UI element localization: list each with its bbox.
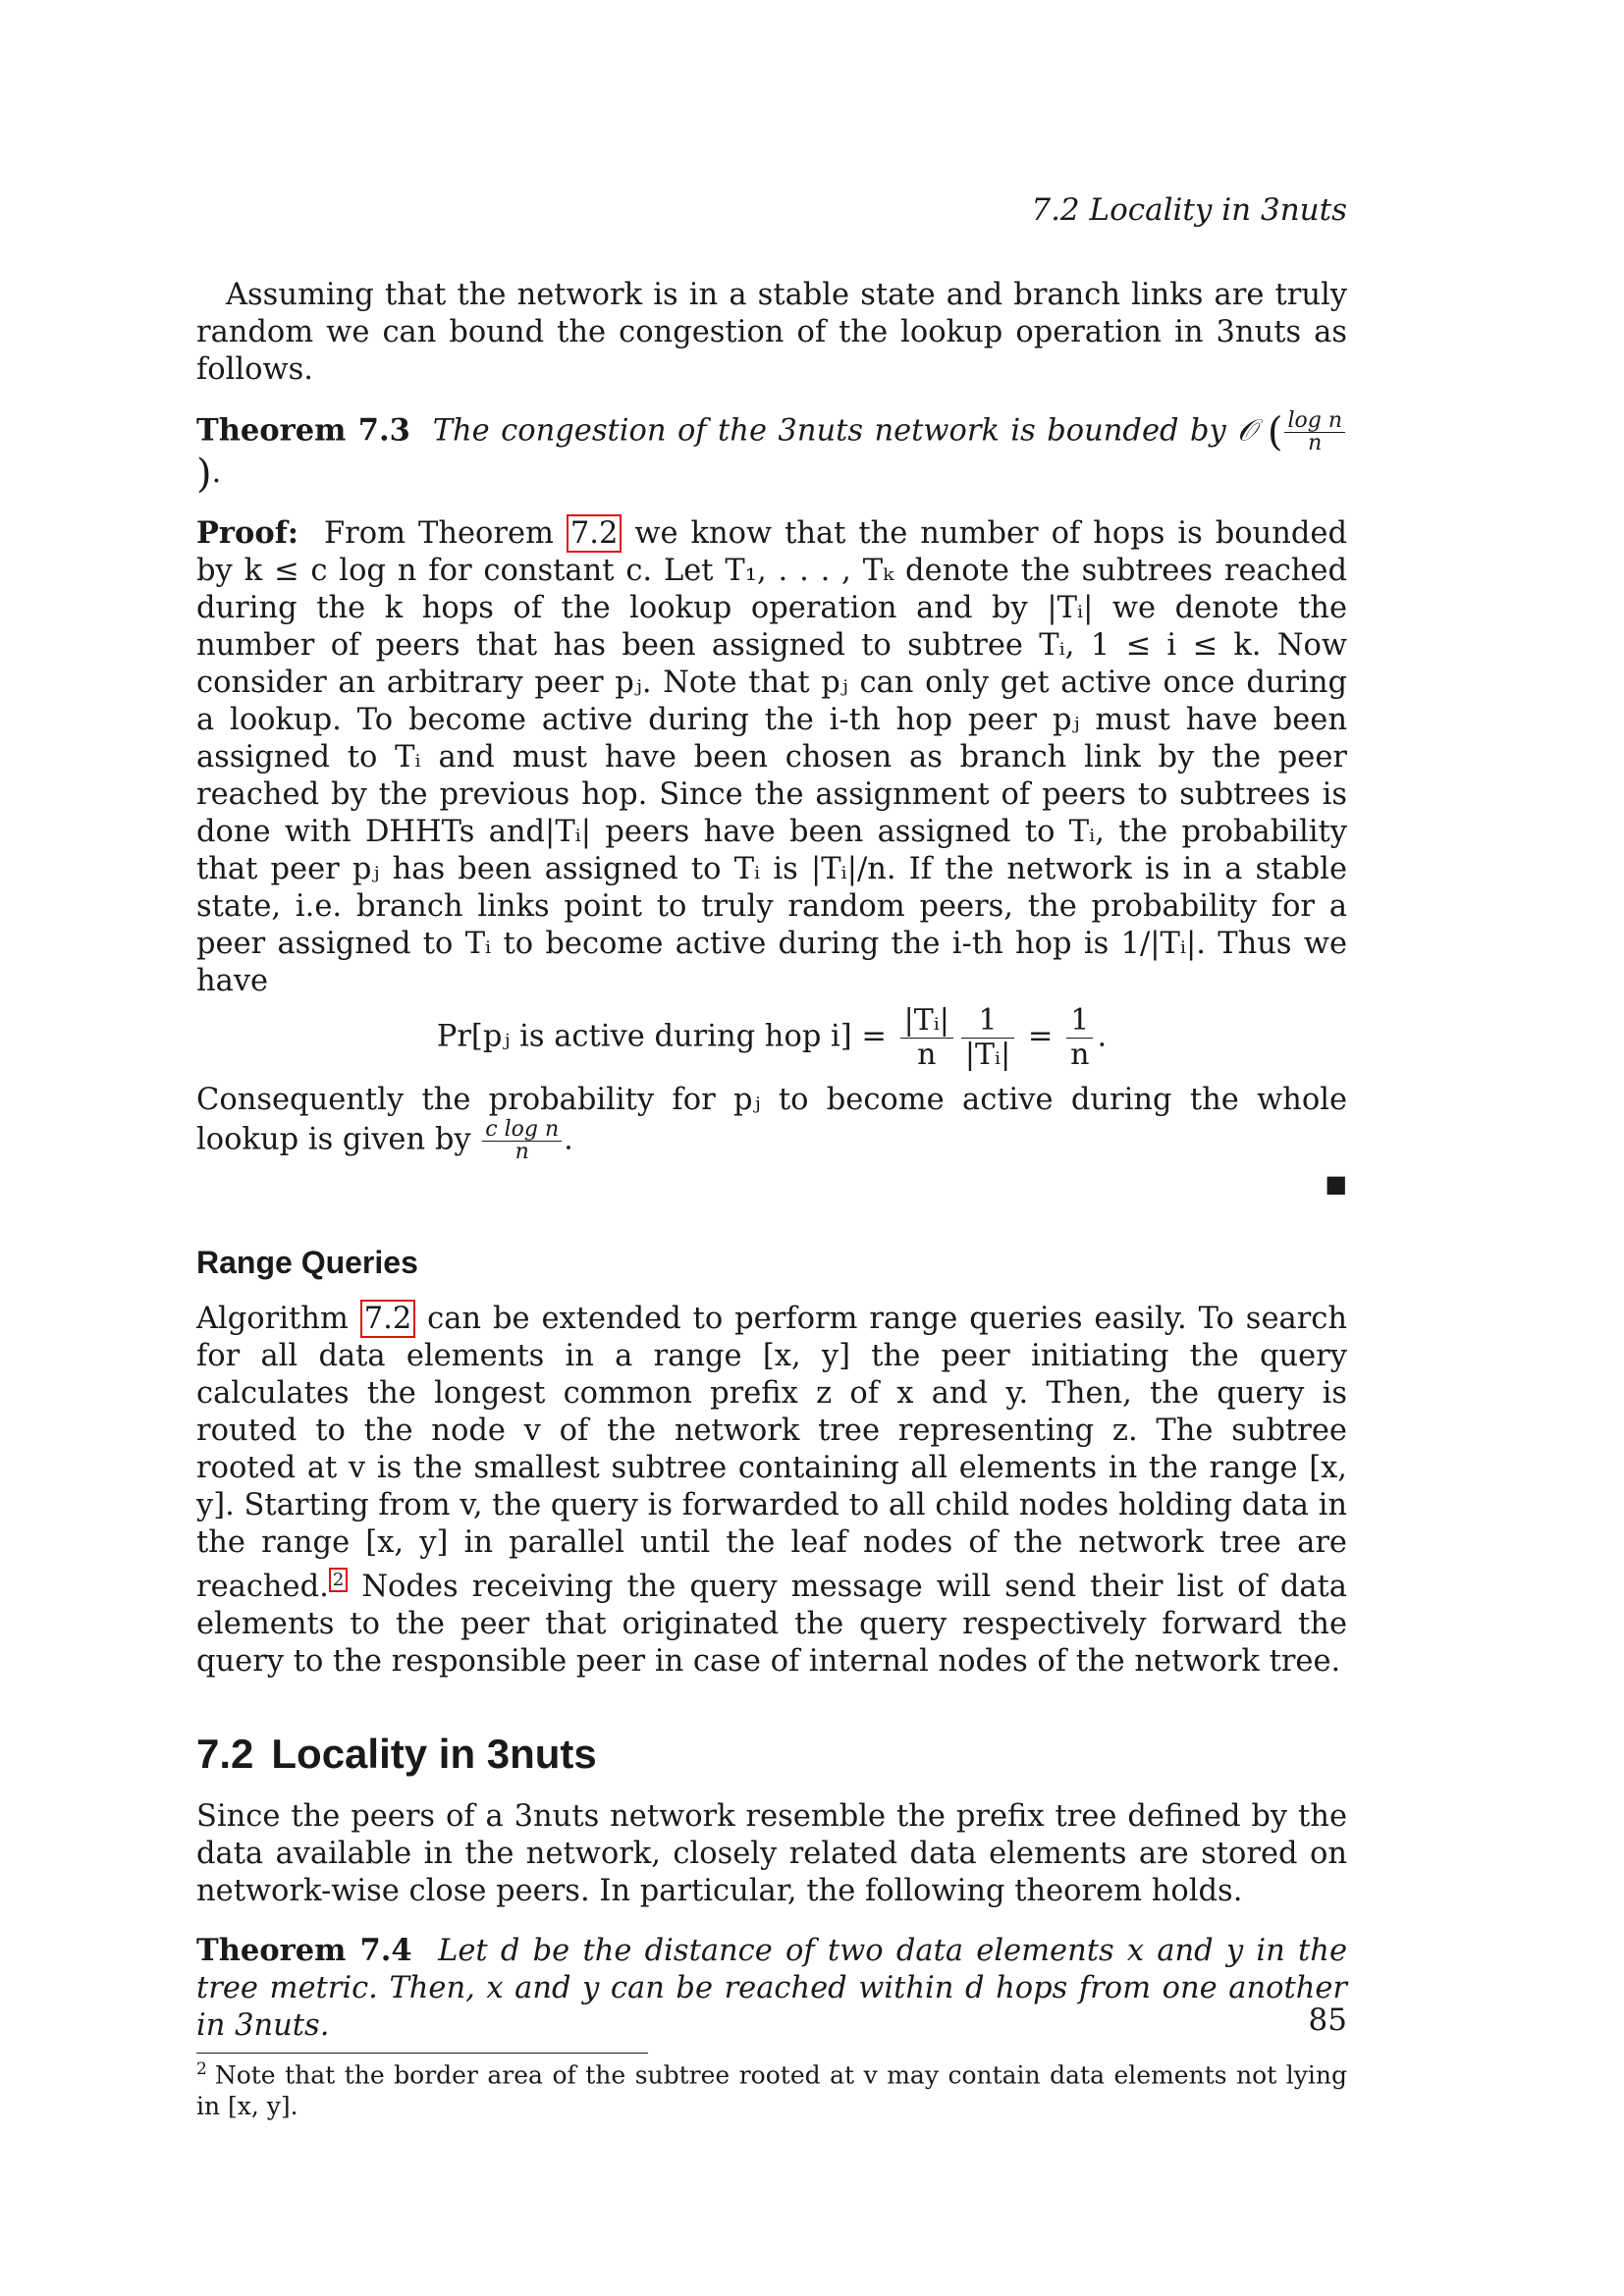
- footnote-text: Note that the border area of the subtree rooted at v may contain data elements not lying in [x, y].: [196, 2060, 1347, 2121]
- consequence-text: Consequently the probability for pⱼ to become active during the whole lookup is given by: [196, 1083, 1347, 1157]
- eq-fraction-1: [900, 1004, 953, 1072]
- equation-left: Pr[pⱼ is active during hop i] =: [436, 1019, 887, 1054]
- eq-fraction-1-den: n: [917, 1038, 937, 1072]
- range-text-c: Nodes receiving the query message will send their list of data elements to the peer that originated the query respectively forward the query to the responsible peer in case of internal nodes of the network tree.: [196, 1570, 1347, 1680]
- theorem-7-3: Theorem 7.3 The congestion of the 3nuts network is bounded by 𝒪 ( $\frac{\text{log n}}{n}$ ).: [196, 410, 1347, 493]
- proof-label: Proof:: [196, 515, 299, 551]
- proof-paragraph: [196, 514, 1347, 1000]
- consequence-fraction: [482, 1119, 562, 1163]
- theorem-label: Theorem 7.3: [196, 412, 410, 449]
- theorem-7-4: [196, 1932, 1347, 2045]
- algorithm-reference-link[interactable]: 7.2: [360, 1300, 416, 1338]
- eq-fraction-3: [1066, 1004, 1093, 1072]
- page-number: 85: [1308, 2002, 1347, 2038]
- theorem-7-4-label: Theorem 7.4: [196, 1933, 412, 1969]
- section-number: 7.2: [196, 1731, 254, 1778]
- eq-fraction-2-num: 1: [961, 1004, 1014, 1039]
- section-heading: [196, 1731, 1347, 1778]
- qed-square-icon: ■: [1325, 1170, 1347, 1198]
- footnote-reference-link[interactable]: 2: [329, 1568, 348, 1592]
- range-queries-heading: Range Queries: [196, 1245, 418, 1280]
- bound-fraction: [1284, 410, 1345, 454]
- consequence-denominator: n: [514, 1140, 529, 1164]
- body-text: [196, 277, 1347, 2122]
- consequence-paragraph: Consequently the probability for pⱼ to become active during the whole lookup is given by $\frac{\text{c log n}}{n}$ .: [196, 1083, 1347, 1164]
- theorem-7-4-text: Let d be the distance of two data elements x and y in the tree metric. Then, x and y can be reached within d hops from one another in 3nuts.: [196, 1934, 1347, 2044]
- page: [196, 0, 1347, 2296]
- theorem-text: The congestion of the 3nuts network is bounded by: [432, 413, 1226, 449]
- eq-fraction-2-den: |Tᵢ|: [964, 1038, 1011, 1072]
- range-text-b: can be extended to perform range queries easily. To search for all data elements in a range [x, y] the peer initiating the query calculates the longest common prefix z of x and y. Then, the query is routed to the node v of the network tree representing z. The subtree rooted at v is the smallest subtree containing all elements in the range [x, y]. Starting from v, the query is forwarded to all child nodes holding data in the range [x, y] in parallel until the leaf nodes of the network tree are reached.: [196, 1302, 1347, 1605]
- eq-fraction-3-num: 1: [1066, 1004, 1093, 1039]
- eq-fraction-3-den: n: [1070, 1038, 1090, 1072]
- section-paragraph: Since the peers of a 3nuts network resemble the prefix tree defined by the data available in the network, closely related data elements are stored on network-wise close peers. In particular, the following theorem holds.: [196, 1799, 1347, 1909]
- section-title: Locality in 3nuts: [271, 1731, 597, 1778]
- bound-denominator: n: [1308, 431, 1323, 455]
- proof-text-a: From Theorem: [324, 516, 554, 551]
- equation-equals: =: [1027, 1019, 1054, 1054]
- footnote-mark: 2: [196, 2059, 207, 2080]
- eq-fraction-1-num: |Tᵢ|: [900, 1004, 953, 1039]
- running-head: 7.2 Locality in 3nuts: [1031, 192, 1347, 228]
- range-queries-paragraph: [196, 1301, 1347, 1681]
- eq-fraction-2: [961, 1004, 1014, 1072]
- consequence-numerator: c log n: [482, 1119, 562, 1142]
- intro-paragraph: Assuming that the network is in a stable state and branch links are truly random we can bound the congestion of the lookup operation in 3nuts as follows.: [196, 278, 1347, 387]
- proof-text-b: we know that the number of hops is bounded by k ≤ c log n for constant c. Let T₁, . . . , Tₖ denote the subtrees reached during the k hops of the lookup operation and by |Tᵢ| we denote the number of peers that has been assigned to subtree Tᵢ, 1 ≤ i ≤ k. Now consider an arbitrary peer pⱼ. Note that pⱼ can only get active once during a lookup. To become active during the i-th hop peer pⱼ must have been assigned to Tᵢ and must have been chosen as branch link by the peer reached by the previous hop. Since the assignment of peers to subtrees is done with DHHTs and|Tᵢ| peers have been assigned to Tᵢ, the probability that peer pⱼ has been assigned to Tᵢ is |Tᵢ|/n. If the network is in a stable state, i.e. branch links point to truly random peers, the probability for a peer assigned to Tᵢ to become active during the i-th hop is 1/|Tᵢ|. Thus we have: [196, 516, 1347, 998]
- footnote: [196, 2054, 1347, 2122]
- range-text-a: Algorithm: [196, 1302, 349, 1336]
- probability-equation: Pr[pⱼ is active during hop i] = $\frac{\text{|Tᵢ|}}{n}$ $\frac{1}{\text{|Tᵢ|}}$ = $\frac{1}{n}$ .: [436, 1003, 1108, 1072]
- bound-numerator: log n: [1284, 410, 1345, 433]
- theorem-reference-link[interactable]: 7.2: [567, 514, 623, 553]
- big-o-symbol: 𝒪: [1237, 413, 1257, 449]
